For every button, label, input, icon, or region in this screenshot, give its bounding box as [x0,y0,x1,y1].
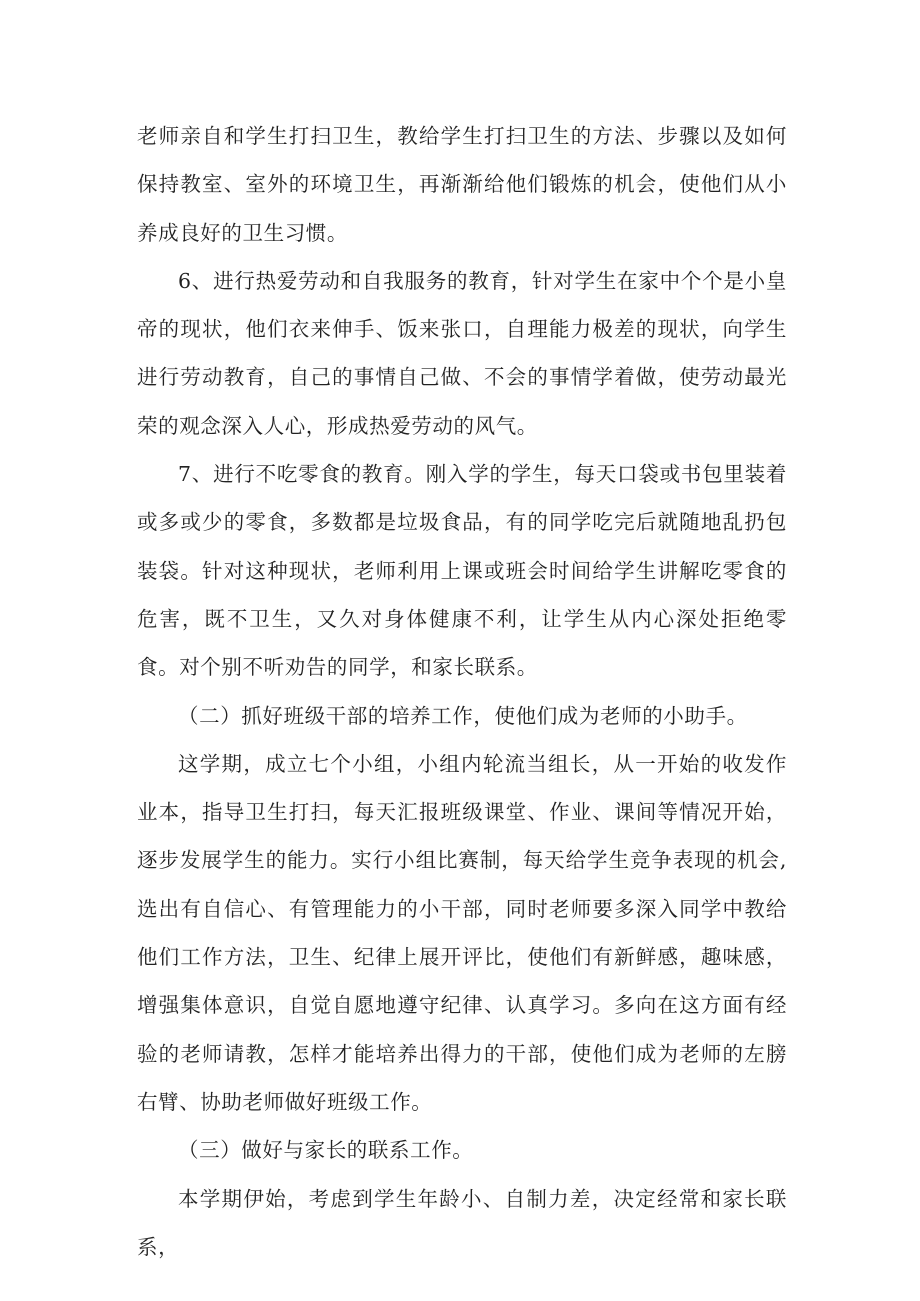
paragraph-hygiene-continued: 老师亲自和学生打扫卫生，教给学生打扫卫生的方法、步骤以及如何保持教室、室外的环境卫生，再渐渐给他们锻炼的机会，使他们从小养成良好的卫生习惯。 [137,124,787,245]
paragraph-labor-education: 6、进行热爱劳动和自我服务的教育，针对学生在家中个个是小皇帝的现状，他们衣来伸手、饭来张口，自理能力极差的现状，向学生进行劳动教育，自己的事情自己做、不会的事情学着做，使劳动最光荣的观念深入人心，形成热爱劳动的风气。 [137,268,787,438]
paragraph-no-snacks: 7、进行不吃零食的教育。刚入学的学生，每天口袋或书包里装着或多或少的零食，多数都是垃圾食品，有的同学吃完后就随地乱扔包装袋。针对这种现状，老师利用上课或班会时间给学生讲解吃零食的危害，既不卫生，又久对身体健康不利，让学生从内心深处拒绝零食。对个别不听劝告的同学，和家长联系。 [137,462,787,680]
paragraph-class-cadres: 这学期，成立七个小组，小组内轮流当组长，从一开始的收发作业本，指导卫生打扫，每天汇报班级课堂、作业、课间等情况开始，逐步发展学生的能力。实行小组比赛制，每天给学生竞争表现的机会,选出有自信心、有管理能力的小干部，同时老师要多深入同学中教给他们工作方法，卫生、纪律上展开评比，使他们有新鲜感，趣味感，增强集体意识，自觉自愿地遵守纪律、认真学习。多向在这方面有经验的老师请教，怎样才能培养出得力的干部，使他们成为老师的左膀右臂、协助老师做好班级工作。 [137,751,787,1114]
section-heading-parent-contact: （三）做好与家长的联系工作。 [178,1138,474,1163]
paragraph-parent-contact: 本学期伊始，考虑到学生年龄小、自制力差，决定经常和家长联系， [137,1186,787,1259]
document-body [137,112,787,1271]
section-heading-class-cadres: （二）抓好班级干部的培养工作，使他们成为老师的小助手。 [178,703,748,728]
